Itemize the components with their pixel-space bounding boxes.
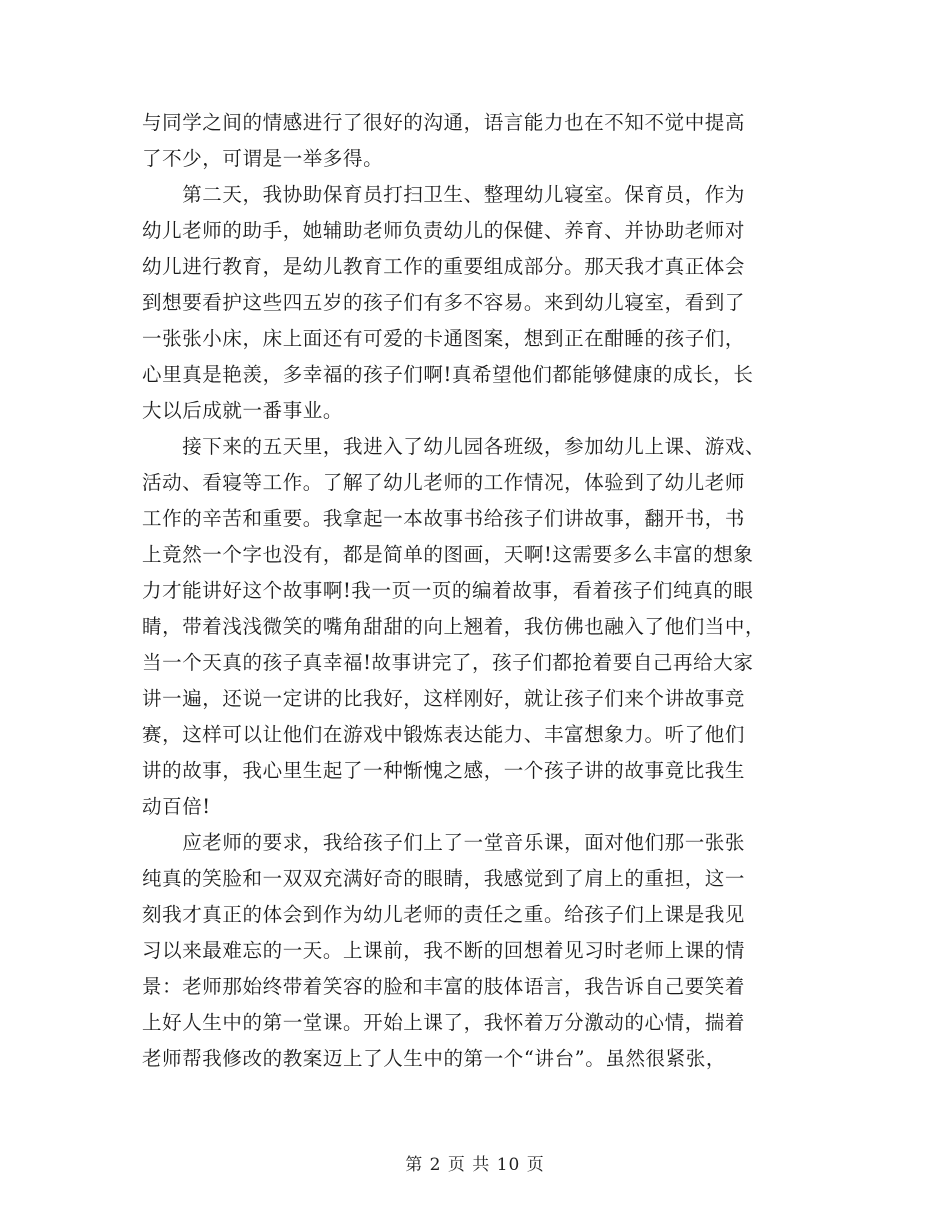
text-line: 与同学之间的情感进行了很好的沟通，语言能力也在不知不觉中提高 [142, 111, 746, 134]
text-line: 工作的辛苦和重要。我拿起一本故事书给孩子们讲故事，翻开书，书 [142, 507, 746, 530]
text-line: 幼儿进行教育，是幼儿教育工作的重要组成部分。那天我才真正体会 [142, 255, 746, 278]
text-line: 应老师的要求，我给孩子们上了一堂音乐课，面对他们那一张张 [142, 831, 746, 854]
text-line: 纯真的笑脸和一双双充满好奇的眼睛，我感觉到了肩上的重担，这一 [142, 867, 746, 890]
text-line: 睛，带着浅浅微笑的嘴角甜甜的向上翘着，我仿佛也融入了他们当中， [142, 615, 766, 638]
text-line: 第二天，我协助保育员打扫卫生、整理幼儿寝室。保育员，作为 [142, 183, 746, 206]
text-line: 讲的故事，我心里生起了一种惭愧之感，一个孩子讲的故事竟比我生 [142, 759, 746, 782]
text-line: 景：老师那始终带着笑容的脸和丰富的肢体语言，我告诉自己要笑着 [142, 975, 746, 998]
text-line: 一张张小床，床上面还有可爱的卡通图案，想到正在酣睡的孩子们， [142, 327, 746, 350]
text-line: 赛，这样可以让他们在游戏中锻炼表达能力、丰富想象力。听了他们 [142, 723, 746, 746]
text-line: 上竟然一个字也没有，都是简单的图画，天啊!这需要多么丰富的想象 [142, 543, 754, 566]
text-line: 到想要看护这些四五岁的孩子们有多不容易。来到幼儿寝室，看到了 [142, 291, 746, 314]
text-line: 动百倍! [142, 795, 211, 818]
text-line: 力才能讲好这个故事啊!我一页一页的编着故事，看着孩子们纯真的眼 [142, 579, 754, 602]
text-line: 活动、看寝等工作。了解了幼儿老师的工作情况，体验到了幼儿老师 [142, 471, 746, 494]
text-line: 了不少，可谓是一举多得。 [142, 147, 384, 170]
text-line: 讲一遍，还说一定讲的比我好，这样刚好，就让孩子们来个讲故事竞 [142, 687, 746, 710]
text-line: 刻我才真正的体会到作为幼儿老师的责任之重。给孩子们上课是我见 [142, 903, 746, 926]
text-line: 心里真是艳羡，多幸福的孩子们啊!真希望他们都能够健康的成长，长 [142, 363, 754, 386]
text-line: 上好人生中的第一堂课。开始上课了，我怀着万分激动的心情，揣着 [142, 1011, 746, 1034]
text-line: 大以后成就一番事业。 [142, 399, 344, 422]
text-line: 幼儿老师的助手，她辅助老师负责幼儿的保健、养育、并协助老师对 [142, 219, 746, 242]
text-line: 当一个天真的孩子真幸福!故事讲完了，孩子们都抢着要自己再给大家 [142, 651, 754, 674]
text-line: 习以来最难忘的一天。上课前，我不断的回想着见习时老师上课的情 [142, 939, 746, 962]
page-number-footer: 第 2 页 共 10 页 [405, 1155, 545, 1175]
text-line: 老师帮我修改的教案迈上了人生中的第一个“讲台”。虽然很紧张， [142, 1047, 726, 1070]
text-line: 接下来的五天里，我进入了幼儿园各班级，参加幼儿上课、游戏、 [142, 435, 766, 458]
